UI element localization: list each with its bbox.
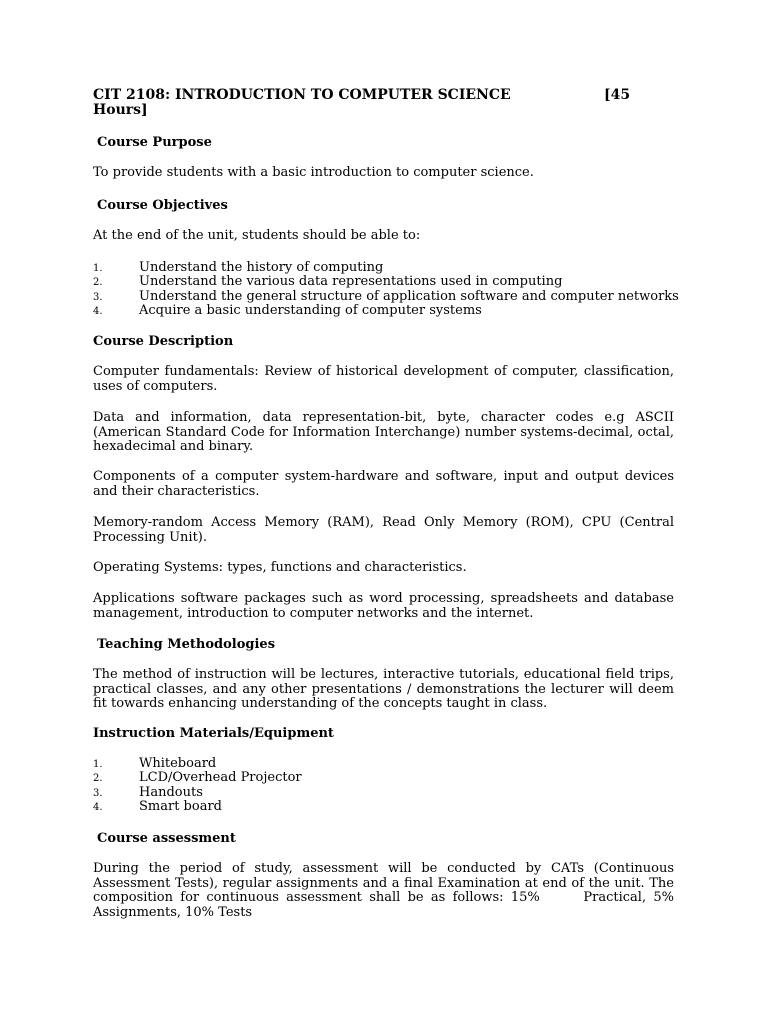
course-hours-part1: [45 bbox=[604, 87, 631, 103]
list-number: 2. bbox=[93, 773, 103, 785]
list-text: Handouts bbox=[139, 784, 203, 800]
list-item bbox=[93, 800, 693, 814]
list-number: 4. bbox=[93, 305, 103, 317]
list-number: 4. bbox=[93, 801, 103, 813]
list-number: 2. bbox=[93, 277, 103, 289]
list-text: Understand the various data representations used in computing bbox=[139, 274, 563, 290]
course-assessment-text: During the period of study, assessment will be conducted by CATs (Continuous Assessment Tests), regular assignments and a final Examination at end of the unit. The composition for continuous assessment shall be as follows: 15% Practical, 5% Assignments, 10% Tests bbox=[93, 861, 679, 920]
description-paragraph-2: Data and information, data representation-bit, byte, character codes e.g ASCII (American Standard Code for Information Interchange) number systems-decimal, octal, hexadecimal and binary. bbox=[93, 410, 674, 454]
course-purpose-text: To provide students with a basic introduction to computer science. bbox=[93, 165, 534, 180]
list-number: 3. bbox=[93, 787, 103, 799]
description-paragraph-1: Computer fundamentals: Review of historical development of computer, classification, uses of computers. bbox=[93, 364, 674, 394]
course-objectives-heading: Course Objectives bbox=[97, 198, 228, 213]
list-text: Acquire a basic understanding of computer systems bbox=[139, 302, 482, 318]
objectives-list bbox=[93, 261, 693, 318]
instruction-materials-heading: Instruction Materials/Equipment bbox=[93, 726, 334, 741]
list-text: Understand the history of computing bbox=[139, 260, 384, 275]
list-item bbox=[93, 786, 693, 800]
description-paragraph-3: Components of a computer system-hardware and software, input and output devices and their characteristics. bbox=[93, 469, 674, 499]
teaching-methodologies-heading: Teaching Methodologies bbox=[97, 637, 276, 652]
teaching-methodologies-text: The method of instruction will be lectures, interactive tutorials, educational field trips, practical classes, and any other presentations / demonstrations the lecturer will deem fit towards enhancing understanding of the concepts taught in class. bbox=[93, 667, 674, 711]
course-description-heading: Course Description bbox=[93, 334, 234, 349]
list-number: 1. bbox=[93, 263, 103, 274]
list-item bbox=[93, 261, 693, 275]
course-title-text: CIT 2108: INTRODUCTION TO COMPUTER SCIENCE bbox=[93, 87, 511, 103]
list-item bbox=[93, 275, 693, 289]
list-item bbox=[93, 757, 693, 771]
list-item bbox=[93, 304, 693, 318]
list-text: Understand the general structure of application software and computer networks bbox=[139, 288, 679, 304]
list-text: Whiteboard bbox=[139, 756, 217, 771]
course-hours-part2: Hours] bbox=[93, 102, 148, 118]
list-number: 3. bbox=[93, 291, 103, 303]
list-number: 1. bbox=[93, 759, 103, 770]
list-text: LCD/Overhead Projector bbox=[139, 770, 302, 786]
description-paragraph-5: Operating Systems: types, functions and characteristics. bbox=[93, 560, 467, 575]
list-text: Smart board bbox=[139, 798, 222, 814]
course-assessment-heading: Course assessment bbox=[97, 831, 236, 846]
description-paragraph-4: Memory-random Access Memory (RAM), Read Only Memory (ROM), CPU (Central Processing Unit). bbox=[93, 515, 674, 545]
course-purpose-heading: Course Purpose bbox=[97, 135, 212, 150]
course-title bbox=[93, 87, 638, 118]
list-item bbox=[93, 290, 693, 304]
course-objectives-intro: At the end of the unit, students should be able to: bbox=[93, 228, 421, 243]
list-item bbox=[93, 771, 693, 785]
materials-list bbox=[93, 757, 693, 814]
description-paragraph-6: Applications software packages such as word processing, spreadsheets and database management, introduction to computer networks and the internet. bbox=[93, 591, 674, 621]
